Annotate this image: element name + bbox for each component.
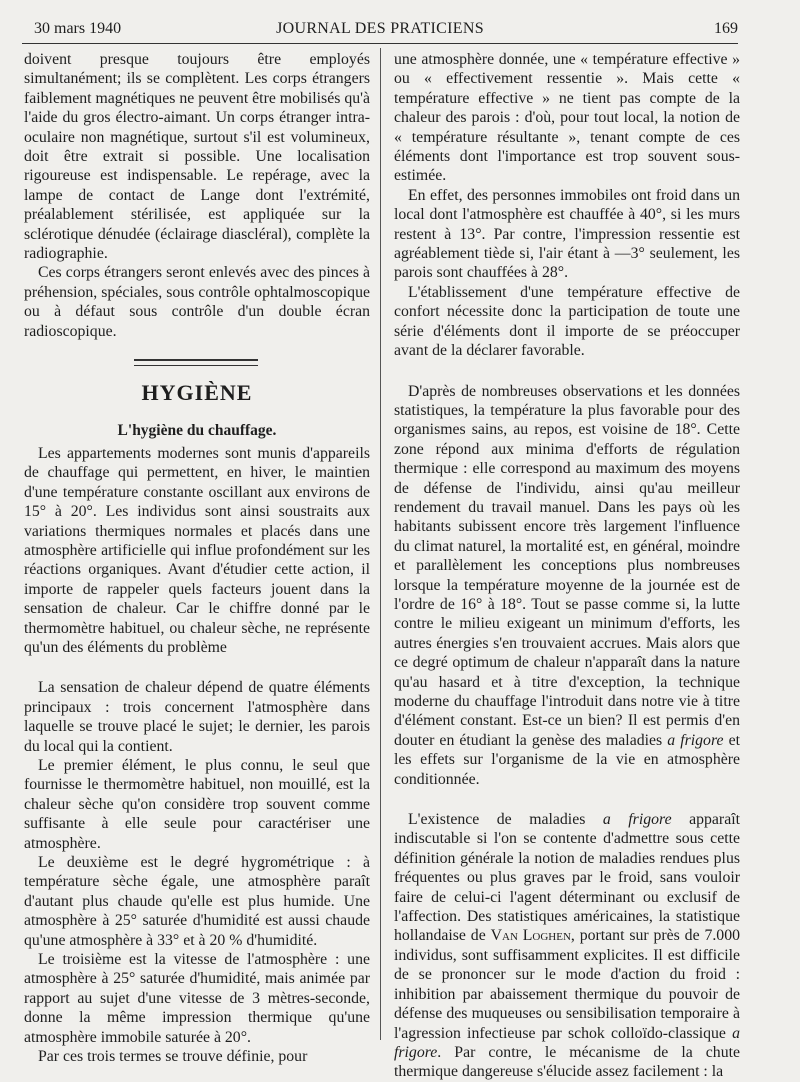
paragraph: doivent presque toujours être employés simultanément; ils se complètent. Les corps étrangers faiblement magnétiques ne peuvent être mobilisés qu'à l'aide du gros électro-aimant. Un corps étranger intra-oculaire non magnétique, surtout s'il est volumineux, doit être extrait si possible. Une localisation rigoureuse est indispensable. Le repérage, avec la lampe de contact de Lange dont l'extrémité, préalablement stérilisée, est appliquée sur la sclérotique dénudée (éclairage diascléral), complète la radiographie. (24, 51, 370, 263)
paragraph: Le premier élément, le plus connu, le seul que fournisse le thermomètre habituel, non mouillé, est la chaleur sèche qu'on considère trop souvent comme suffisante à elle seule pour caractériser une atmosphère. (24, 757, 370, 852)
paragraph: En effet, des personnes immobiles ont froid dans un local dont l'atmosphère est chauffée à 40°, si les murs restent à 13°. Par contre, l'impression ressentie est agréablement tiède si, l'air étant à —3° seulement, les parois sont chauffées à 28°. (394, 186, 740, 282)
column-divider (380, 48, 381, 1040)
page-number: 169 (714, 20, 738, 37)
italic-term: a frigore (394, 1024, 740, 1061)
paragraph: Par ces trois termes se trouve définie, pour (38, 1048, 308, 1066)
italic-term: a frigore (667, 731, 724, 749)
italic-term: a frigore (602, 811, 672, 829)
journal-title: JOURNAL DES PRATICIENS (276, 20, 484, 37)
paragraph: Le deuxième est le degré hygrométrique : à température sèche égale, une atmosphère paraît d'autant plus chaude qu'elle est plus humide. Une atmosphère à 25° saturée d'humidité est aussi chaude qu'une atmosphère à 33° et à 20 % d'humidité. (24, 854, 370, 949)
author-name: Van Loghen (490, 927, 571, 945)
header-rule (22, 43, 738, 44)
paragraph: D'après de nombreuses observations et les données statistiques, la température la plus favorable pour des organismes sains, au repos, est voisine de 18°. Cette zone répond aux minima d'efforts de régulation thermique : elle correspond au maximum des moyens de défense de l'individu, ainsi qu'au meilleur rendement du travail manuel. Dans les pays où les habitants subissent encore très largement l'influence du climat naturel, la mortalité est, en général, moindre et parallèlement les conceptions plus nombreuses lorsque la température moyenne de la journée est de l'ordre de 16° à 18°. Tout se passe comme si, la lutte contre le milieu exigeant un minimum d'efforts, les autres énergies s'en trouvaient accrues. Mais alors que ce degré optimum de chaleur n'apparaît dans la nature qu'au hasard et à titre d'exception, la technique moderne du chauffage l'introduit dans notre vie à titre d'élément constant. Est-ce un bien? Il est permis d'en douter en étudiant la genèse des maladies a frigore et les effets sur l'organisme de la vie en atmosphère conditionnée. (394, 382, 740, 788)
paragraph: Le troisième est la vitesse de l'atmosphère : une atmosphère à 25° saturée d'humidité, mais animée par rapport au sujet d'une vitesse de 3 mètres-seconde, donne la même impression thermique qu'une atmosphère immobile saturée à 20°. (24, 951, 370, 1046)
section-separator (24, 355, 370, 379)
running-header (22, 20, 738, 44)
right-column (394, 50, 740, 1082)
section-title: HYGIÈNE (141, 380, 253, 406)
paragraph: La sensation de chaleur dépend de quatre éléments principaux : trois concernent l'atmosphère dans laquelle se trouve placé le sujet; le dernier, les parois du local qui la contient. (24, 679, 370, 755)
left-column (24, 50, 370, 1067)
header-date: 30 mars 1940 (34, 20, 122, 37)
paragraph: L'existence de maladies a frigore apparaît indiscutable si l'on se contente d'admettre sous cette définition générale la notion de maladies rendues plus fréquentes ou plus graves par le froid, sans vouloir faire de celui-ci l'agent déterminant ou exclusif de l'affection. Des statistiques américaines, la statistique hollandaise de Van Loghen, portant sur près de 7.000 individus, sont suffisamment explicites. Il est difficile de se prononcer sur le mode d'action du froid : inhibition par abaissement thermique du pouvoir de défense des muqueuses ou sensibilisation temporaire à l'agression infectieuse par schok colloïdo-classique a frigore. Par contre, le mécanisme de la chute thermique dangereuse s'élucide assez facilement : la (394, 811, 740, 1081)
paragraph: Les appartements modernes sont munis d'appareils de chauffage qui permettent, en hiver, le maintien d'une température constante oscillant aux environs de 15° à 20°. Les individus sont ainsi soustraits aux variations thermiques normales et placés dans une atmosphère artificielle qui influe profondément sur les réactions organiques. Avant d'étudier cette action, il importe de rappeler quels facteurs jouent dans la sensation de chaleur. Car le chiffre donné par le thermomètre habituel, ou chaleur sèche, ne représente qu'un des éléments du problème (24, 444, 370, 656)
paragraph: une atmosphère donnée, une « température effective » ou « effectivement ressentie ». Mais cette « température effective » ne tient pas compte de la chaleur des parois : d'où, pour tout local, la notion de « température résultante », tenant compte de ces éléments dont l'importance est trop souvent sous-estimée. (394, 51, 740, 185)
paragraph: Ces corps étrangers seront enlevés avec des pinces à préhension, spéciales, sous contrôle ophtalmoscopique ou à défaut sous contrôle d'un double écran radioscopique. (24, 264, 370, 340)
article-subtitle: L'hygiène du chauffage. (117, 421, 277, 439)
paragraph: L'établissement d'une température effective de confort nécessite donc la participation de toute une série d'éléments dont il importe de se préoccuper avant de la déclarer favorable. (394, 283, 740, 360)
